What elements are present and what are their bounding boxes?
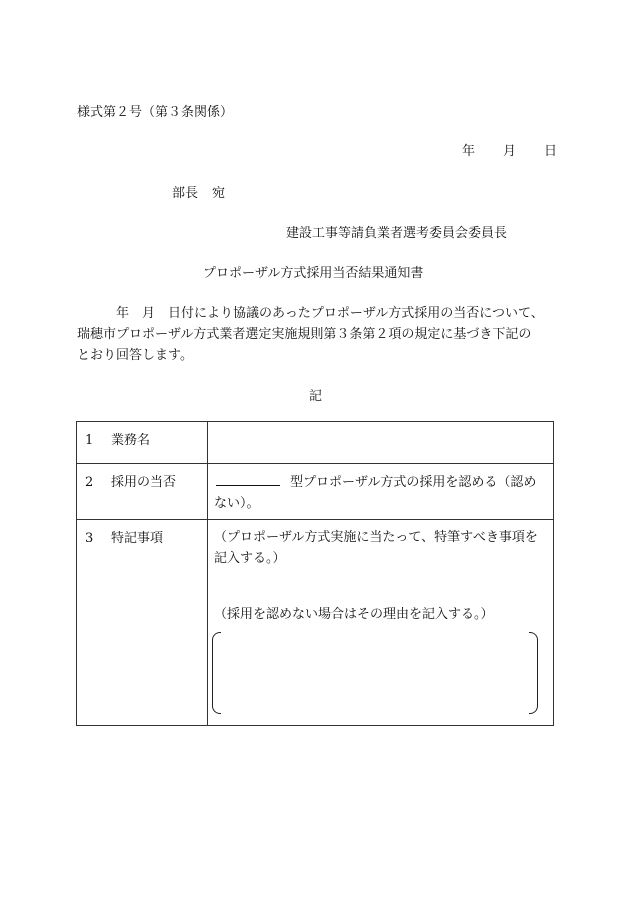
adoption-result-text: 型プロポーザル方式の採用を認める（認めない）。 [214,475,537,511]
row-number: 1 [85,433,94,448]
business-name-cell [208,422,554,464]
sender: 建設工事等請負業者選考委員会委員長 [286,226,508,241]
adoption-result-cell [208,464,554,520]
row-label: 特記事項 [111,531,164,546]
addressee [172,182,225,201]
rejection-reason-note: （採用を認めない場合はその理由を記入する。） [214,607,494,622]
body-month: 月 [142,306,156,321]
row-number: 2 [85,475,94,490]
body-line-1 [77,302,555,321]
blank-fill-line [216,471,280,486]
date-day: 日 [544,144,558,159]
reason-bracket-box [212,632,538,714]
addressee-suffix: 宛 [212,186,226,201]
row-label-cell [77,464,208,520]
row-label: 採用の当否 [111,475,177,490]
business-name-value [208,422,553,429]
date-year: 年 [462,144,476,159]
row-number: 3 [85,531,94,546]
table-row [77,520,554,726]
row-label: 業務名 [111,433,151,448]
table-row [77,422,554,464]
date-month: 月 [503,144,517,159]
table-row [77,464,554,520]
row-label-cell [77,422,208,464]
addressee-title: 部長 [172,186,199,201]
body-line-1-text: 日付により協議のあったプロポーザル方式採用の当否について、 [168,306,544,321]
date-line [462,140,557,159]
details-table [76,421,554,726]
body-line-3: とおり回答します。 [77,348,193,363]
document-title: プロポーザル方式採用当否結果通知書 [203,266,424,281]
special-notes-text: （プロポーザル方式実施に当たって、特筆すべき事項を記入する。） [214,530,538,566]
ki-heading: 記 [309,389,323,404]
left-bracket [212,632,221,714]
form-number: 様式第２号（第３条関係） [77,105,234,120]
body-line-2: 瑞穂市プロポーザル方式業者選定実施規則第３条第２項の規定に基づき下記の [77,327,532,342]
special-notes-cell [208,520,554,726]
row-label-cell [77,520,208,726]
right-bracket [529,632,538,714]
body-year: 年 [116,306,130,321]
